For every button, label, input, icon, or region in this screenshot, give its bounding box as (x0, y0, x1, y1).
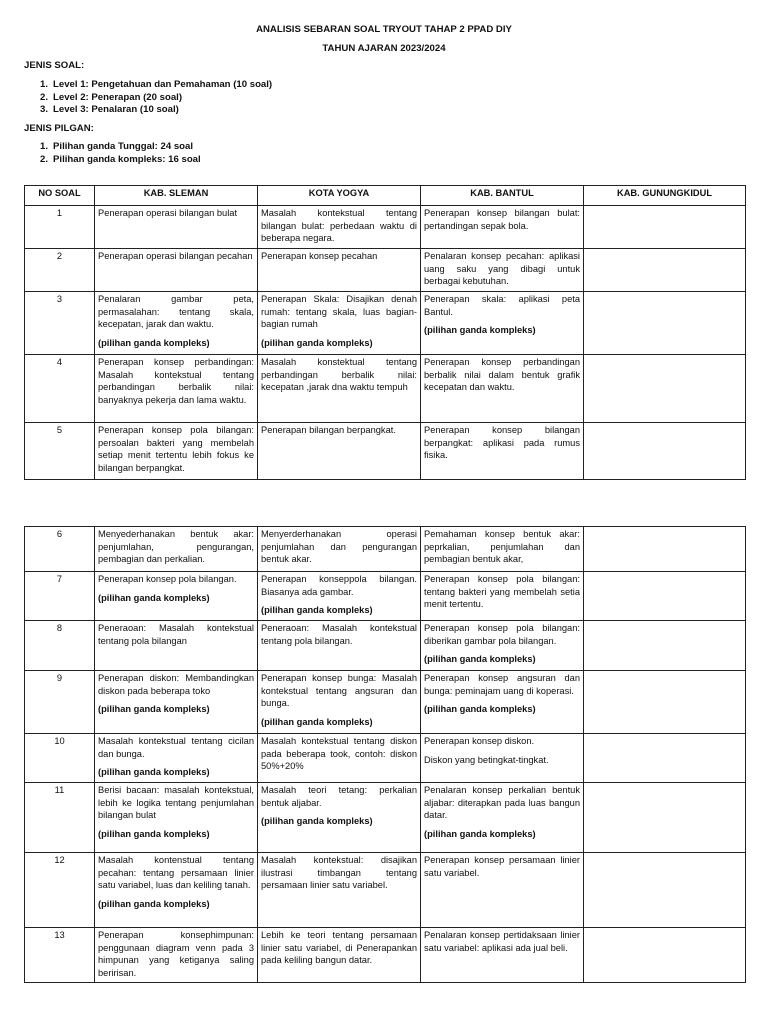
table-row (25, 527, 746, 572)
header-kab-bantul: KAB. BANTUL (421, 186, 584, 206)
cell-kab-gunungkidul (584, 853, 746, 928)
list-text: Level 3: Penalaran (10 soal) (53, 104, 179, 115)
cell-text: Peneraoan: Masalah kontekstual tentang pola bilangan (98, 623, 254, 646)
cell-text: Penerapan konsep diskon. (424, 736, 535, 746)
table-row (25, 734, 746, 783)
cell-text: Penerapan konsep bilangan bulat: pertandingan sepak bola. (424, 208, 580, 231)
cell-no-soal: 6 (25, 527, 95, 572)
cell-kota-yogya (258, 423, 421, 480)
jenis-soal-heading: JENIS SOAL: (24, 60, 85, 71)
jenis-pilgan-item (24, 141, 201, 154)
jenis-pilgan-heading: JENIS PILGAN: (24, 123, 94, 134)
pilihan-ganda-kompleks-note: (pilihan ganda kompleks) (261, 816, 373, 826)
cell-text: Penalaran konsep pertidaksaan linier satu variabel: aplikasi ada jual beli. (424, 930, 580, 953)
cell-kab-sleman (95, 853, 258, 928)
table-row (25, 206, 746, 249)
pilihan-ganda-kompleks-note: (pilihan ganda kompleks) (261, 605, 373, 615)
jenis-soal-item (24, 92, 272, 105)
cell-kab-gunungkidul (584, 206, 746, 249)
cell-kab-bantul (421, 734, 584, 783)
cell-no-soal: 2 (25, 249, 95, 292)
cell-kab-sleman (95, 423, 258, 480)
list-text: Level 1: Pengetahuan dan Pemahaman (10 soal) (53, 79, 273, 90)
cell-kab-bantul (421, 853, 584, 928)
cell-no-soal: 1 (25, 206, 95, 249)
cell-no-soal: 11 (25, 783, 95, 853)
pilihan-ganda-kompleks-note: (pilihan ganda kompleks) (424, 828, 536, 839)
cell-kab-bantul (421, 527, 584, 572)
cell-text: Penalaran gambar peta, permasalahan: tentang skala, kecepatan, jarak dan waktu. (98, 294, 254, 329)
cell-kab-sleman (95, 292, 258, 355)
cell-text: Penerapan konsep perbandingan berbalik nilai dalam bentuk grafik kecepatan dan waktu. (424, 357, 580, 392)
cell-text: Penerapan konsep bilangan berpangkat: aplikasi pada rumus fisika. (424, 425, 580, 460)
cell-kab-bantul (421, 783, 584, 853)
table-row (25, 783, 746, 853)
cell-kab-gunungkidul (584, 423, 746, 480)
list-number: 1. (39, 79, 48, 90)
pilihan-ganda-kompleks-note: (pilihan ganda kompleks) (424, 325, 536, 335)
cell-kab-gunungkidul (584, 734, 746, 783)
pilihan-ganda-kompleks-note: (pilihan ganda kompleks) (424, 654, 536, 664)
jenis-soal-item (24, 104, 272, 117)
list-text: Pilihan ganda kompleks: 16 soal (53, 153, 201, 165)
cell-kab-gunungkidul (584, 928, 746, 983)
pilihan-ganda-kompleks-note: (pilihan ganda kompleks) (98, 767, 210, 777)
cell-text: Penalaran konsep pecahan: aplikasi uang saku yang dibagi untuk berbagai kebutuhan. (424, 251, 580, 286)
cell-kab-sleman (95, 572, 258, 621)
cell-kota-yogya (258, 249, 421, 292)
cell-text: Penerapan Skala: Disajikan denah rumah: tentang skala, luas bagian-bagian rumah (261, 294, 417, 329)
cell-no-soal: 7 (25, 572, 95, 621)
header-kab-sleman: KAB. SLEMAN (95, 186, 258, 206)
cell-text: Lebih ke teori tentang persamaan linier satu variabel, di Penerapankan pada keliling bangun datar. (261, 930, 417, 965)
cell-kab-bantul (421, 621, 584, 671)
cell-text: Menyerderhanakan operasi penjumlahan dan pengurangan bentuk akar. (261, 529, 417, 564)
table-row (25, 671, 746, 734)
cell-kab-gunungkidul (584, 621, 746, 671)
cell-text: Penerapan konsep pola bilangan: diberikan gambar pola bilangan. (424, 623, 580, 646)
cell-text: Penerapan bilangan berpangkat. (261, 425, 396, 435)
cell-text: Masalah konstektual tentang perbandingan berbalik nilai: kecepatan ,jarak dna waktu tempuh (261, 357, 417, 392)
cell-kab-sleman (95, 621, 258, 671)
table-row (25, 355, 746, 423)
pilihan-ganda-kompleks-note: (pilihan ganda kompleks) (261, 716, 373, 727)
list-text: Level 2: Penerapan (20 soal) (53, 91, 183, 103)
cell-text: Penerapan diskon: Membandingkan diskon pada beberapa toko (98, 673, 254, 696)
cell-kab-sleman (95, 734, 258, 783)
jenis-soal-list (24, 79, 272, 117)
table-row (25, 621, 746, 671)
cell-kab-bantul (421, 249, 584, 292)
pilihan-ganda-kompleks-note: (pilihan ganda kompleks) (98, 898, 210, 909)
cell-no-soal: 4 (25, 355, 95, 423)
cell-text: Penerapan operasi bilangan bulat (98, 208, 238, 218)
pilihan-ganda-kompleks-note: (pilihan ganda kompleks) (98, 704, 210, 714)
cell-no-soal: 13 (25, 928, 95, 983)
pilihan-ganda-kompleks-note: (pilihan ganda kompleks) (98, 828, 210, 839)
cell-text: Menyederhanakan bentuk akar: penjumlahan, pengurangan, pembagian dan perkalian. (98, 529, 254, 564)
cell-kota-yogya (258, 671, 421, 734)
list-text: Pilihan ganda Tunggal: 24 soal (53, 141, 194, 152)
cell-kab-gunungkidul (584, 292, 746, 355)
cell-no-soal: 10 (25, 734, 95, 783)
cell-kab-sleman (95, 249, 258, 292)
cell-kota-yogya (258, 206, 421, 249)
jenis-pilgan-item (24, 154, 201, 167)
cell-kab-gunungkidul (584, 249, 746, 292)
cell-kab-gunungkidul (584, 783, 746, 853)
cell-kab-gunungkidul (584, 671, 746, 734)
table-row (25, 249, 746, 292)
cell-no-soal: 9 (25, 671, 95, 734)
distribution-table-page1 (24, 185, 746, 480)
list-number: 3. (39, 104, 48, 115)
pilihan-ganda-kompleks-note: (pilihan ganda kompleks) (261, 337, 373, 348)
cell-kota-yogya (258, 853, 421, 928)
cell-kota-yogya (258, 527, 421, 572)
cell-text: Masalah kontekstual tentang bilangan bulat: perbedaan waktu di beberapa negara. (261, 208, 417, 243)
cell-kab-bantul (421, 928, 584, 983)
cell-kab-sleman (95, 206, 258, 249)
cell-text: Penerapan konsep angsuran dan bunga: peminajam uang di koperasi. (424, 673, 580, 696)
cell-text: Masalah teori tetang: perkalian bentuk aljabar. (261, 785, 417, 808)
cell-kab-gunungkidul (584, 527, 746, 572)
cell-text: Penerapan konsep perbandingan: Masalah kontekstual tentang perbandingan berbalik nilai: banyaknya pekerja dan lama waktu. (98, 357, 254, 405)
jenis-pilgan-list (24, 141, 201, 166)
table-row (25, 572, 746, 621)
cell-kab-sleman (95, 527, 258, 572)
cell-text: Diskon yang betingkat-tingkat. (424, 754, 549, 765)
cell-text: Penerapan konsep persamaan linier satu variabel. (424, 855, 580, 878)
table-row (25, 292, 746, 355)
document-subtitle: TAHUN AJARAN 2023/2024 (322, 43, 446, 54)
cell-no-soal: 12 (25, 853, 95, 928)
cell-text: Penerapan konsep pola bilangan: tentang bakteri yang membelah setia menit tertentu. (424, 574, 580, 609)
cell-kab-bantul (421, 671, 584, 734)
cell-text: Peneraoan: Masalah kontekstual tentang pola bilangan. (261, 623, 417, 646)
list-number: 1. (39, 141, 48, 152)
cell-kota-yogya (258, 292, 421, 355)
cell-kota-yogya (258, 928, 421, 983)
cell-kab-sleman (95, 355, 258, 423)
cell-kota-yogya (258, 621, 421, 671)
cell-text: Masalah kontenstual tentang pecahan: tentang persamaan linier satu variabel, luas dan keliling tanah. (98, 855, 254, 890)
cell-kab-bantul (421, 206, 584, 249)
cell-text: Penerapan konsep pola bilangan. (98, 574, 237, 584)
cell-kab-bantul (421, 423, 584, 480)
cell-text: Penerapan konsep bunga: Masalah kontekstual tentang angsuran dan bunga. (261, 673, 417, 708)
cell-text: Penerapan operasi bilangan pecahan (98, 251, 253, 261)
table-row (25, 423, 746, 480)
pilihan-ganda-kompleks-note: (pilihan ganda kompleks) (98, 337, 210, 348)
cell-text: Penerapan konsephimpunan: penggunaan diagram venn pada 3 himpunan yang ketiganya saling beririsan. (98, 930, 254, 978)
pilihan-ganda-kompleks-note: (pilihan ganda kompleks) (98, 592, 210, 603)
document-title: ANALISIS SEBARAN SOAL TRYOUT TAHAP 2 PPAD DIY (256, 24, 512, 35)
header-kota-yogya: KOTA YOGYA (258, 186, 421, 206)
pilihan-ganda-kompleks-note: (pilihan ganda kompleks) (424, 704, 536, 714)
cell-text: Berisi bacaan: masalah kontekstual, lebih ke logika tentang penjumlahan bilangan bulat (98, 785, 254, 820)
cell-no-soal: 8 (25, 621, 95, 671)
table-header-row (25, 186, 746, 206)
cell-text: Penerapan konsep pecahan (261, 251, 378, 261)
cell-kab-bantul (421, 292, 584, 355)
header-no-soal: NO SOAL (25, 186, 95, 206)
cell-kab-sleman (95, 928, 258, 983)
jenis-soal-item (24, 79, 272, 92)
cell-kab-sleman (95, 783, 258, 853)
cell-text: Penerapan skala: aplikasi peta Bantul. (424, 294, 580, 317)
cell-text: Pemahaman konsep bentuk akar: peprkalian, penjumlahan dan pembagian bentuk akar, (424, 529, 580, 564)
cell-kota-yogya (258, 783, 421, 853)
cell-text: Penerapan konseppola bilangan. Biasanya ada gambar. (261, 574, 417, 597)
cell-kab-sleman (95, 671, 258, 734)
cell-no-soal: 5 (25, 423, 95, 480)
distribution-table-page2 (24, 526, 746, 983)
table-row (25, 853, 746, 928)
list-number: 2. (39, 91, 48, 103)
table-row (25, 928, 746, 983)
cell-kota-yogya (258, 734, 421, 783)
header-kab-gunungkidul: KAB. GUNUNGKIDUL (584, 186, 746, 206)
cell-no-soal: 3 (25, 292, 95, 355)
list-number: 2. (39, 153, 48, 165)
cell-kab-bantul (421, 355, 584, 423)
cell-text: Masalah kontekstual tentang cicilan dan bunga. (98, 736, 254, 759)
cell-text: Masalah kontekstual: disajikan ilustrasi timbangan tentang persamaan linier satu variabel. (261, 855, 417, 890)
cell-kab-gunungkidul (584, 572, 746, 621)
cell-text: Masalah kontekstual tentang diskon pada beberapa took, contoh: diskon 50%+20% (261, 736, 417, 771)
cell-kota-yogya (258, 355, 421, 423)
cell-kota-yogya (258, 572, 421, 621)
cell-kab-bantul (421, 572, 584, 621)
cell-text: Penalaran konsep perkalian bentuk aljabar: diterapkan pada luas bangun datar. (424, 785, 580, 820)
cell-kab-gunungkidul (584, 355, 746, 423)
cell-text: Penerapan konsep pola bilangan: persoalan bakteri yang membelah setiap menit tertentu lebih fokus ke bilangan berpangkat. (98, 425, 254, 473)
